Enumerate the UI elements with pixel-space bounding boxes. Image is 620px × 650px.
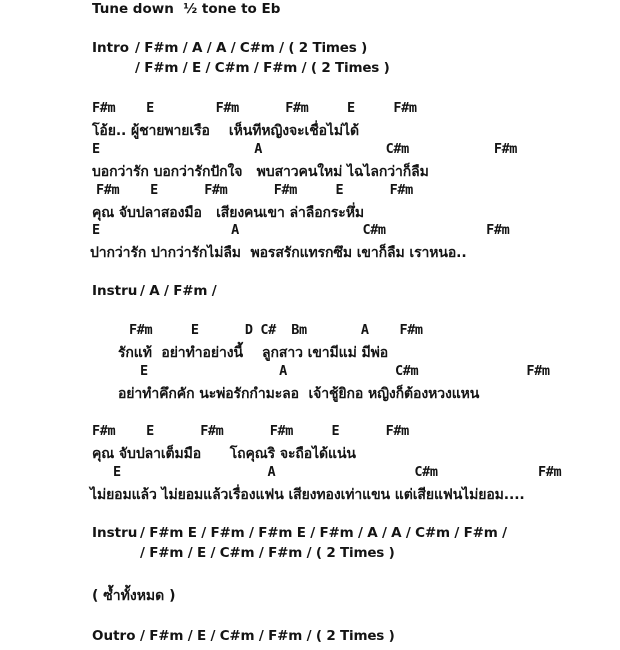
verse1-chord-line-3: F#m E F#m F#m E F#m xyxy=(96,182,413,198)
section-label-intro: Intro xyxy=(92,40,130,56)
verse1-lyric-line-1: โอ้ย.. ผู้ชายพายเรือ เห็นทีหญิงจะเชื่อไม่ได้ xyxy=(92,123,359,139)
verse3-chord-line-2: E A C#m F#m xyxy=(113,464,562,480)
verse2-lyric-line-1: รักแท้ อย่าทำอย่างนี้ ลูกสาว เขามีแม่ มีพ่อ xyxy=(118,345,389,361)
verse1-lyric-line-2: บอกว่ารัก บอกว่ารักปักใจ พบสาวคนใหม่ ไฉไลกว่าก็ลืม xyxy=(92,164,429,180)
verse2-chord-line-2: E A C#m F#m xyxy=(140,363,550,379)
intro-progression-line-1: / F#m / A / A / C#m / ( 2 Times ) xyxy=(135,40,368,56)
verse3-chord-line-1: F#m E F#m F#m E F#m xyxy=(92,423,409,439)
verse1-chord-line-2: E A C#m F#m xyxy=(92,141,518,157)
verse3-lyric-line-2: ไม่ยอมแล้ว ไม่ยอมแล้วเรื่องแฟน เสียงทองเท่าแขน แต่เสียแฟนไม่ยอม.... xyxy=(90,487,525,503)
verse2-chord-line-1: F#m E D C# Bm A F#m xyxy=(129,322,423,338)
verse1-lyric-line-4: ปากว่ารัก ปากว่ารักไม่ลืม พอรสรักแทรกซึม เขาก็ลืม เราหนอ.. xyxy=(90,245,467,261)
instru2-progression-line-2: / F#m / E / C#m / F#m / ( 2 Times ) xyxy=(140,545,395,561)
instru2-progression-line-1: / F#m E / F#m / F#m E / F#m / A / A / C#m / F#m / xyxy=(140,525,507,541)
verse1-chord-line-4: E A C#m F#m xyxy=(92,222,510,238)
repeat-all-note: ( ซ้ำทั้งหมด ) xyxy=(92,588,176,604)
section-label-instru-2: Instru xyxy=(92,525,138,541)
verse1-chord-line-1: F#m E F#m F#m E F#m xyxy=(92,100,417,116)
verse2-lyric-line-2: อย่าทำคึกคัก นะพ่อรักกำมะลอ เจ้าชู้ยิกอ หญิงก็ต้องหวงแหน xyxy=(118,386,480,402)
verse3-lyric-line-1: คุณ จับปลาเต็มมือ โถคุณริ จะถือได้แน่น xyxy=(92,446,356,462)
tuning-instruction: Tune down ½ tone to Eb xyxy=(92,1,281,17)
outro-progression: / F#m / E / C#m / F#m / ( 2 Times ) xyxy=(140,628,395,644)
section-label-outro: Outro xyxy=(92,628,136,644)
section-label-instru-1: Instru xyxy=(92,283,138,299)
instru1-progression: / A / F#m / xyxy=(140,283,217,299)
intro-progression-line-2: / F#m / E / C#m / F#m / ( 2 Times ) xyxy=(135,60,390,76)
verse1-lyric-line-3: คุณ จับปลาสองมือ เสียงคนเขา ล่าลือกระหึ่ม xyxy=(92,205,364,221)
